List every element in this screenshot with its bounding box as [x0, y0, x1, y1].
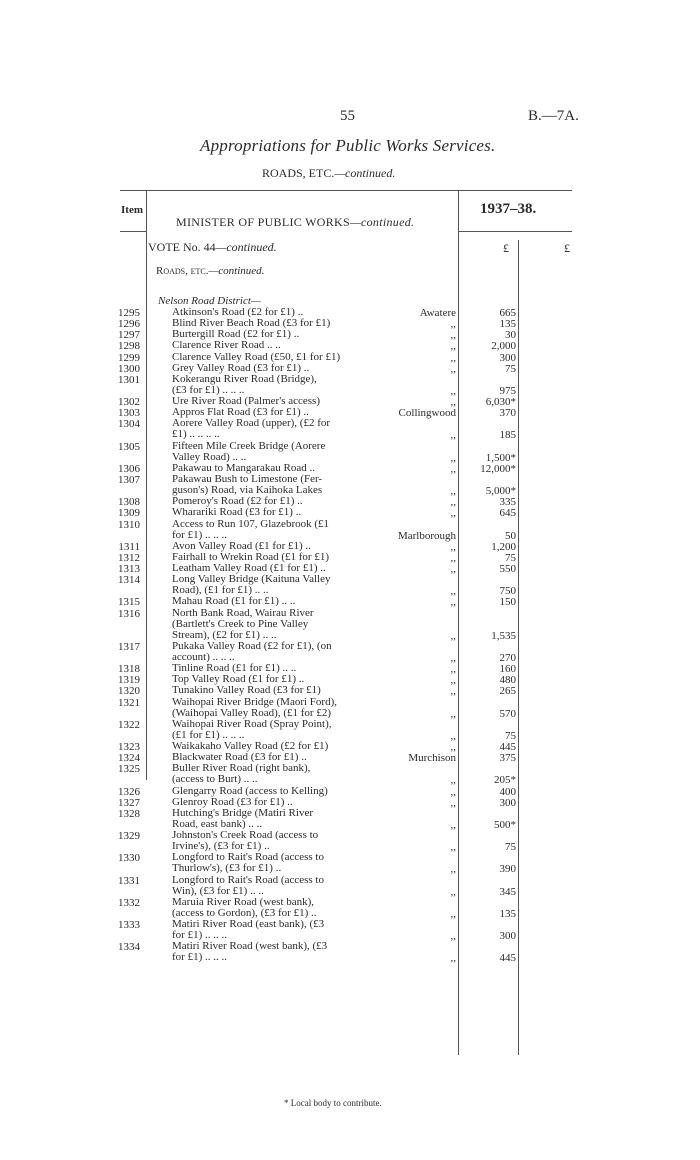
item-amount: 750	[499, 585, 516, 598]
ministry-heading	[176, 215, 414, 230]
item-number: 1304	[118, 418, 140, 431]
item-number: 1328	[118, 807, 140, 820]
item-number: 1306	[118, 462, 140, 475]
description-line: Ure River Road (Palmer's access)	[172, 395, 320, 407]
item-header-underline	[120, 231, 146, 232]
item-location: Collingwood	[398, 407, 456, 420]
item-location: ,,	[450, 451, 456, 464]
item-location: ,,	[450, 818, 456, 831]
description-line: Pomeroy's Road (£2 for £1) ..	[172, 495, 303, 508]
item-number: 1296	[118, 318, 140, 331]
description-line: Matiri River Road (west bank), (£3	[172, 940, 328, 953]
item-description	[172, 474, 322, 496]
description-line: for £1) .. .. ..	[172, 528, 227, 541]
description-line: £1) .. .. .. ..	[172, 428, 220, 441]
item-amount: 6,030*	[485, 396, 516, 408]
description-line: Clarence Valley Road (£50, £1 for £1)	[172, 350, 341, 363]
item-description	[172, 574, 330, 596]
item-number: 1322	[118, 718, 140, 731]
item-description	[172, 830, 318, 852]
item-number: 1324	[118, 752, 140, 765]
item-number: 1302	[118, 396, 140, 408]
description-line: Wharariki Road (£3 for £1) ..	[172, 506, 302, 519]
item-description	[172, 519, 329, 541]
item-number: 1313	[118, 563, 140, 575]
item-number: 1312	[118, 551, 140, 564]
description-line: Leatham Valley Road (£1 for £1) ..	[172, 562, 326, 574]
item-description	[172, 719, 332, 741]
description-line: Waikakaho Valley Road (£2 for £1)	[172, 740, 329, 753]
item-amount: 75	[505, 729, 516, 742]
description-line: (access to Gordon), (£3 for £1) ..	[172, 906, 317, 919]
description-line: Pukaka Valley Road (£2 for £1), (on	[172, 639, 332, 652]
description-line: Grey Valley Road (£3 for £1) ..	[172, 361, 310, 374]
description-line: Longford to Rait's Road (access to	[172, 851, 324, 864]
item-location: ,,	[450, 384, 456, 397]
description-line: Matiri River Road (east bank), (£3	[172, 918, 325, 931]
description-line: Pakawau Bush to Limestone (Fer-	[172, 472, 323, 485]
item-number: 1320	[118, 685, 140, 698]
vote-name: VOTE No. 44	[148, 240, 216, 254]
item-description	[172, 507, 301, 518]
item-location: ,,	[450, 907, 456, 920]
item-location: ,,	[450, 551, 456, 564]
item-description	[172, 374, 317, 396]
item-amount: 1,535	[491, 629, 516, 642]
item-location: Awatere	[419, 307, 456, 319]
item-number: 1323	[118, 741, 140, 754]
item-description	[172, 685, 321, 696]
description-line: Win), (£3 for £1) .. ..	[172, 884, 264, 897]
section-suffix: —continued.	[334, 166, 396, 180]
item-location: ,,	[450, 729, 456, 742]
description-line: Johnston's Creek Road (access to	[172, 829, 319, 842]
page-number: 55	[340, 108, 355, 124]
item-number: 1325	[118, 763, 140, 776]
item-amount: 50	[505, 529, 516, 542]
top-rule	[120, 190, 572, 191]
description-line: account) .. .. ..	[172, 650, 235, 663]
item-location: ,,	[450, 484, 456, 497]
item-location: ,,	[450, 674, 456, 687]
item-location: ,,	[450, 885, 456, 898]
item-location: ,,	[450, 429, 456, 442]
currency-symbol-column-2: £	[564, 241, 570, 255]
description-line: (Bartlett's Creek to Pine Valley	[172, 617, 309, 630]
description-line: Blackwater Road (£3 for £1) ..	[172, 751, 307, 764]
description-line: Avon Valley Road (£1 for £1) ..	[172, 539, 311, 552]
item-number: 1317	[118, 640, 140, 653]
section-heading	[262, 166, 395, 181]
item-description	[172, 808, 313, 830]
item-amount: 2,000	[491, 340, 516, 353]
description-line: Glengarry Road (access to Kelling)	[172, 784, 328, 797]
item-location: ,,	[450, 462, 456, 475]
description-line: Atkinson's Road (£2 for £1) ..	[172, 306, 304, 318]
item-location: ,,	[450, 540, 456, 553]
item-number: 1298	[118, 340, 140, 353]
description-line: guson's) Road, via Kaihoka Lakes	[172, 483, 323, 496]
item-location: ,,	[450, 863, 456, 876]
item-location: ,,	[450, 496, 456, 509]
description-line: Buller River Road (right bank),	[172, 762, 311, 775]
item-amount: 270	[499, 651, 516, 664]
description-line: Top Valley Road (£1 for £1) ..	[172, 673, 305, 686]
item-amount: 135	[499, 907, 516, 920]
item-location: ,,	[450, 663, 456, 676]
item-number: 1321	[118, 696, 140, 709]
item-number: 1327	[118, 796, 140, 809]
year-column-header: 1937–38.	[480, 201, 537, 217]
item-number: 1329	[118, 830, 140, 843]
item-number: 1332	[118, 896, 140, 909]
item-location: ,,	[450, 952, 456, 965]
description-line: Road), (£1 for £1) .. ..	[172, 584, 269, 597]
item-amount: 370	[499, 407, 516, 420]
item-number: 1308	[118, 496, 140, 509]
item-number: 1326	[118, 785, 140, 798]
vote-suffix: —continued.	[215, 240, 277, 254]
item-location: ,,	[450, 329, 456, 342]
description-line: Valley Road) .. ..	[172, 450, 247, 463]
item-amount: 30	[505, 329, 516, 342]
item-number: 1333	[118, 919, 140, 932]
item-description	[172, 875, 324, 897]
item-description	[172, 763, 310, 785]
item-amount: 75	[505, 362, 516, 375]
item-number: 1334	[118, 941, 140, 954]
item-description	[172, 941, 327, 963]
description-line: Burtergill Road (£2 for £1) ..	[172, 328, 300, 341]
description-line: Longford to Rait's Road (access to	[172, 873, 324, 886]
roads-subheading	[156, 265, 264, 277]
item-amount: 645	[499, 507, 516, 520]
item-amount: 975	[499, 384, 516, 397]
item-location: ,,	[450, 318, 456, 331]
description-line: Kokerangu River Road (Bridge),	[172, 372, 317, 385]
item-amount: 160	[499, 663, 516, 676]
item-amount: 345	[499, 885, 516, 898]
description-line: Fifteen Mile Creek Bridge (Aorere	[172, 439, 326, 452]
item-amount: 550	[499, 563, 516, 575]
item-amount: 135	[499, 318, 516, 331]
item-number: 1311	[118, 540, 140, 553]
description-line: Road, east bank) .. ..	[172, 817, 263, 830]
item-column-divider	[146, 190, 147, 780]
item-amount: 500*	[494, 818, 516, 831]
section-name: ROADS, ETC.	[262, 166, 335, 180]
description-line: Waihopai River Road (Spray Point),	[172, 717, 332, 730]
description-line: Fairhall to Wrekin Road (£1 for £1)	[172, 550, 329, 563]
page-title: Appropriations for Public Works Services.	[200, 136, 496, 155]
item-number: 1330	[118, 852, 140, 865]
item-location: ,,	[450, 930, 456, 943]
item-location: ,,	[450, 707, 456, 720]
description-line: Blind River Beach Road (£3 for £1)	[172, 317, 331, 330]
item-location: ,,	[450, 741, 456, 754]
district-heading: Nelson Road District—	[158, 295, 261, 307]
item-number: 1301	[118, 373, 140, 386]
item-amount: 75	[505, 841, 516, 854]
description-line: Waihopai River Bridge (Maori Ford),	[172, 695, 337, 708]
item-location: Murchison	[408, 752, 456, 765]
item-number: 1303	[118, 407, 140, 420]
item-description	[172, 852, 324, 874]
description-line: Mahau Road (£1 for £1) .. ..	[172, 595, 296, 608]
item-amount: 5,000*	[485, 484, 516, 497]
document-reference: B.—7A.	[528, 108, 579, 124]
description-line: for £1) .. .. ..	[172, 929, 227, 942]
item-amount: 300	[499, 930, 516, 943]
item-amount: 1,500*	[485, 451, 516, 464]
item-number: 1299	[118, 351, 140, 364]
item-location: ,,	[450, 396, 456, 408]
item-location: ,,	[450, 351, 456, 364]
ministry-suffix: —continued.	[350, 215, 415, 229]
item-number: 1307	[118, 473, 140, 486]
ministry-name: MINISTER OF PUBLIC WORKS	[176, 215, 350, 229]
item-location: ,,	[450, 507, 456, 520]
item-amount: 445	[499, 952, 516, 965]
amount-column-divider	[518, 240, 519, 1055]
item-amount: 375	[499, 752, 516, 765]
item-description	[172, 919, 324, 941]
item-location: ,,	[450, 629, 456, 642]
description-line: Glenroy Road (£3 for £1) ..	[172, 795, 293, 808]
item-number: 1295	[118, 307, 140, 319]
item-number: 1305	[118, 440, 140, 453]
item-location: ,,	[450, 796, 456, 809]
item-description	[172, 418, 330, 440]
description-line: Irvine's), (£3 for £1) ..	[172, 840, 270, 853]
item-amount: 205*	[494, 774, 516, 787]
item-amount: 1,200	[491, 540, 516, 553]
item-number: 1331	[118, 874, 140, 887]
item-amount: 300	[499, 796, 516, 809]
currency-symbol-column-1: £	[503, 241, 509, 255]
item-location: ,,	[450, 841, 456, 854]
item-amount: 400	[499, 785, 516, 798]
item-amount: 335	[499, 496, 516, 509]
item-description	[172, 641, 332, 663]
item-location: ,,	[450, 785, 456, 798]
item-location: ,,	[450, 563, 456, 575]
description-line: Clarence River Road .. ..	[172, 339, 281, 352]
item-number: 1310	[118, 518, 140, 531]
item-amount: 75	[505, 551, 516, 564]
description-line: Appros Flat Road (£3 for £1) ..	[172, 406, 309, 419]
item-amount: 150	[499, 596, 516, 609]
item-location: ,,	[450, 340, 456, 353]
description-line: North Bank Road, Wairau River	[172, 606, 314, 619]
roads-name: Roads, etc.	[156, 265, 209, 277]
description-line: Long Valley Bridge (Kaituna Valley	[172, 573, 331, 586]
item-location: Marlborough	[397, 529, 456, 542]
item-description	[172, 608, 314, 641]
item-amount: 570	[499, 707, 516, 720]
description-line: Pakawau to Mangarakau Road ..	[172, 461, 315, 474]
item-description	[172, 340, 281, 351]
description-line: Access to Run 107, Glazebrook (£1	[172, 517, 330, 530]
roads-suffix: —continued.	[208, 265, 265, 277]
item-number: 1300	[118, 362, 140, 375]
year-header-underline	[458, 231, 572, 232]
item-location: ,,	[450, 596, 456, 609]
vote-heading	[148, 240, 277, 255]
item-amount: 445	[499, 741, 516, 754]
item-number: 1318	[118, 663, 140, 676]
description-line: (£1 for £1) .. .. ..	[172, 728, 245, 741]
item-number: 1315	[118, 596, 140, 609]
item-amount: 185	[499, 429, 516, 442]
item-description	[172, 363, 309, 374]
item-amount: 480	[499, 674, 516, 687]
description-line: (Waihopai Valley Road), (£1 for £2)	[172, 706, 331, 719]
item-location: ,,	[450, 774, 456, 787]
description-line: Tinline Road (£1 for £1) .. ..	[172, 662, 297, 675]
item-amount: 12,000*	[480, 462, 516, 475]
description-line: Maruia River Road (west bank),	[172, 895, 315, 908]
item-column-header: Item	[121, 204, 143, 216]
description-line: Stream), (£2 for £1) .. ..	[172, 628, 277, 641]
item-description	[172, 441, 325, 463]
description-line: Thurlow's), (£3 for £1) ..	[172, 862, 282, 875]
item-description	[172, 596, 295, 607]
description-line: for £1) .. .. ..	[172, 951, 227, 964]
item-location: ,,	[450, 685, 456, 698]
description-line: (access to Burt) .. ..	[172, 773, 258, 786]
item-number: 1297	[118, 329, 140, 342]
item-number: 1309	[118, 507, 140, 520]
description-line: Aorere Valley Road (upper), (£2 for	[172, 417, 331, 430]
footnote: * Local body to contribute.	[284, 1098, 382, 1108]
item-amount: 300	[499, 351, 516, 364]
item-description	[172, 352, 340, 363]
item-number: 1314	[118, 574, 140, 587]
item-amount: 265	[499, 685, 516, 698]
description-line: Hutching's Bridge (Matiri River	[172, 806, 313, 819]
description-line: Tunakino Valley Road (£3 for £1)	[172, 684, 321, 697]
item-description	[172, 897, 316, 919]
item-description	[172, 786, 328, 797]
item-location: ,,	[450, 651, 456, 664]
item-description	[172, 697, 337, 719]
item-location: ,,	[450, 585, 456, 598]
item-location: ,,	[450, 362, 456, 375]
item-number: 1319	[118, 674, 140, 687]
item-number: 1316	[118, 607, 140, 620]
description-line: (£3 for £1) .. .. ..	[172, 383, 245, 396]
item-amount: 390	[499, 863, 516, 876]
item-amount: 665	[499, 307, 516, 319]
